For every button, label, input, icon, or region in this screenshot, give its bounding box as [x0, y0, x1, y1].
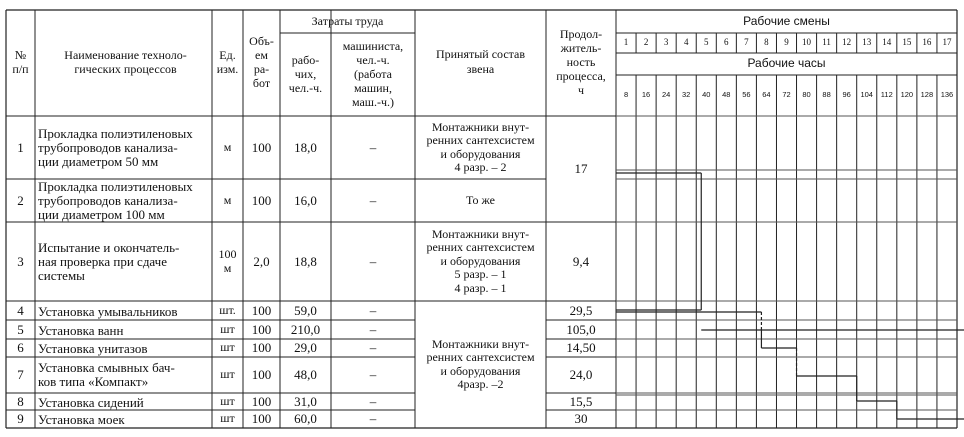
row-process-name: Установка смывных бач-	[38, 360, 175, 375]
header-labor-machinists: чел.-ч.	[356, 52, 390, 67]
row-process-name: Установка умывальников	[38, 303, 178, 319]
row-crew: Монтажники внут-	[431, 336, 530, 351]
hour-number: 32	[682, 90, 691, 99]
row-volume: 100	[251, 340, 272, 355]
hour-number: 128	[920, 90, 934, 99]
row-unit: 100	[218, 246, 237, 261]
row-duration: 9,4	[572, 253, 590, 269]
row-unit: м	[223, 139, 232, 154]
header-volume: ра-	[253, 62, 270, 76]
row-labor-workers: 59,0	[294, 302, 317, 318]
row-process-name: Установка унитазов	[38, 341, 148, 356]
row-crew: 4 разр. – 1	[454, 280, 507, 295]
row-crew: То же	[466, 192, 495, 207]
row-volume: 2,0	[253, 253, 270, 269]
row-crew: ренних сантехсистем	[426, 133, 535, 147]
row-process-name: Прокладка полиэтиленовых	[38, 178, 193, 194]
header-hours-title: Рабочие часы	[747, 56, 826, 70]
row-volume: 100	[251, 302, 272, 318]
shift-number: 4	[683, 37, 689, 47]
header-shifts-title: Рабочие смены	[743, 14, 830, 28]
header-volume: бот	[252, 76, 271, 90]
header-unit: изм.	[216, 62, 239, 76]
row-duration: 30	[574, 411, 588, 426]
row-labor-machinists: –	[369, 302, 377, 318]
row-labor-machinists: –	[369, 367, 377, 382]
row-labor-machinists: –	[369, 393, 377, 409]
row-number: 3	[17, 253, 24, 269]
header-duration: житель-	[560, 41, 602, 55]
hour-number: 16	[641, 90, 651, 99]
row-crew: Монтажники внут-	[431, 119, 530, 134]
row-volume: 100	[251, 321, 272, 337]
shift-number: 8	[764, 37, 769, 47]
hour-number: 56	[742, 90, 751, 99]
hour-number: 24	[661, 90, 671, 99]
row-labor-workers: 48,0	[294, 367, 317, 382]
row-labor-workers: 31,0	[294, 393, 317, 409]
header-labor-workers: чел.-ч.	[288, 80, 323, 95]
row-volume: 100	[251, 393, 272, 409]
header-duration: процесса,	[556, 69, 606, 83]
row-labor-workers: 29,0	[294, 340, 317, 355]
header-number: п/п	[12, 62, 29, 76]
row-labor-workers: 60,0	[294, 411, 317, 426]
header-labor-machinists: машин,	[354, 80, 392, 95]
row-crew: ренних сантехсистем	[426, 350, 535, 364]
header-process-name: гических процессов	[74, 62, 177, 76]
hour-number: 96	[842, 90, 851, 99]
hour-number: 80	[802, 90, 811, 99]
row-number: 2	[17, 192, 24, 208]
hour-number: 64	[762, 90, 771, 99]
header-crew: Принятый состав	[435, 47, 526, 61]
row-number: 7	[17, 367, 24, 382]
row-labor-machinists: –	[369, 253, 377, 269]
row-unit: шт	[220, 367, 235, 381]
shift-number: 17	[942, 37, 952, 47]
row-number: 1	[17, 139, 24, 155]
header-volume: Объ-	[249, 34, 274, 48]
row-crew: Монтажники внут-	[431, 226, 530, 241]
row-volume: 100	[251, 367, 272, 382]
shift-number: 9	[784, 37, 789, 47]
row-process-name: системы	[38, 267, 85, 283]
header-duration: Продол-	[559, 27, 603, 41]
row-crew: и оборудования	[440, 146, 521, 161]
row-number: 8	[17, 393, 24, 409]
row-process-name: ная проверка при сдаче	[38, 253, 167, 269]
shift-number: 6	[724, 37, 729, 47]
row-volume: 100	[251, 411, 272, 426]
row-labor-workers: 16,0	[294, 192, 317, 208]
shift-number: 10	[802, 37, 812, 47]
hour-number: 40	[702, 90, 711, 99]
row-labor-machinists: –	[369, 321, 377, 337]
row-labor-machinists: –	[369, 192, 377, 208]
hour-number: 136	[940, 90, 954, 99]
shift-number: 3	[663, 37, 669, 47]
header-duration: ч	[577, 83, 585, 97]
row-process-name: Установка ванн	[38, 322, 124, 338]
shift-number: 14	[882, 37, 892, 47]
row-crew: и оборудования	[440, 363, 521, 378]
header-labor-machinists: машиниста,	[342, 38, 404, 53]
row-process-name: Установка сидений	[38, 394, 144, 410]
row-duration: 15,5	[569, 393, 593, 409]
row-crew: и оборудования	[440, 253, 521, 268]
row-number: 5	[17, 321, 24, 337]
row-labor-workers: 18,0	[294, 139, 317, 155]
header-labor-workers: чих,	[294, 66, 317, 81]
row-duration: 17	[574, 161, 588, 176]
row-unit: шт	[220, 340, 235, 354]
header-number: №	[14, 48, 27, 62]
row-unit: м	[223, 192, 232, 207]
row-unit: м	[223, 260, 232, 275]
header-labor-costs: Затраты труда	[311, 14, 384, 28]
row-process-name: трубопроводов канализа-	[38, 192, 178, 208]
hour-number: 8	[623, 90, 629, 99]
row-duration: 24,0	[569, 367, 593, 382]
row-process-name: Испытание и окончатель-	[38, 239, 180, 255]
row-process-name: ции диаметром 100 мм	[38, 206, 165, 222]
hour-number: 120	[900, 90, 914, 99]
header-labor-machinists: (работа	[354, 66, 392, 81]
shift-number: 5	[704, 37, 709, 47]
row-process-name: Прокладка полиэтиленовых	[38, 125, 193, 141]
row-duration: 14,50	[566, 340, 596, 355]
hour-number: 104	[860, 90, 873, 99]
shift-number: 12	[842, 37, 852, 47]
row-volume: 100	[251, 139, 272, 155]
row-crew: 5 разр. – 1	[454, 267, 507, 282]
shift-number: 2	[643, 37, 649, 47]
hour-number: 88	[822, 90, 831, 99]
hour-number: 48	[722, 90, 731, 99]
row-unit: шт	[220, 411, 235, 425]
shift-number: 13	[862, 37, 872, 47]
row-unit: шт	[220, 321, 235, 336]
row-process-name: ции диаметром 50 мм	[38, 153, 159, 169]
shift-number: 16	[922, 37, 932, 47]
row-labor-machinists: –	[369, 411, 377, 426]
row-volume: 100	[251, 192, 272, 208]
header-volume: ем	[255, 48, 268, 62]
shift-number: 11	[822, 37, 831, 47]
row-unit: шт.	[219, 302, 236, 317]
shift-number: 1	[623, 37, 629, 47]
row-process-name: Установка моек	[38, 412, 125, 427]
row-labor-workers: 18,8	[294, 253, 317, 269]
header-labor-machinists: маш.-ч.)	[351, 94, 395, 109]
row-labor-machinists: –	[369, 340, 377, 355]
row-labor-workers: 210,0	[290, 321, 321, 337]
header-labor-workers: рабо-	[291, 52, 320, 67]
header-duration: ность	[566, 55, 596, 69]
row-labor-machinists: –	[369, 139, 377, 155]
row-crew: 4разр. –2	[457, 377, 504, 391]
row-process-name: ков типа «Компакт»	[38, 374, 149, 389]
hour-number: 112	[880, 90, 893, 99]
hour-number: 72	[782, 90, 791, 99]
row-number: 6	[17, 340, 24, 355]
row-process-name: трубопроводов канализа-	[38, 139, 178, 155]
header-unit: Ед.	[219, 48, 236, 62]
row-duration: 29,5	[569, 302, 593, 318]
row-duration: 105,0	[566, 321, 596, 337]
shift-number: 15	[902, 37, 912, 47]
header-crew: звена	[466, 62, 495, 76]
row-number: 9	[17, 411, 24, 426]
shift-number: 7	[744, 37, 749, 47]
header-process-name: Наименование техноло-	[64, 48, 187, 62]
row-unit: шт	[220, 393, 235, 408]
row-number: 4	[17, 302, 24, 318]
row-crew: 4 разр. – 2	[454, 160, 507, 174]
row-crew: ренних сантехсистем	[426, 240, 535, 255]
